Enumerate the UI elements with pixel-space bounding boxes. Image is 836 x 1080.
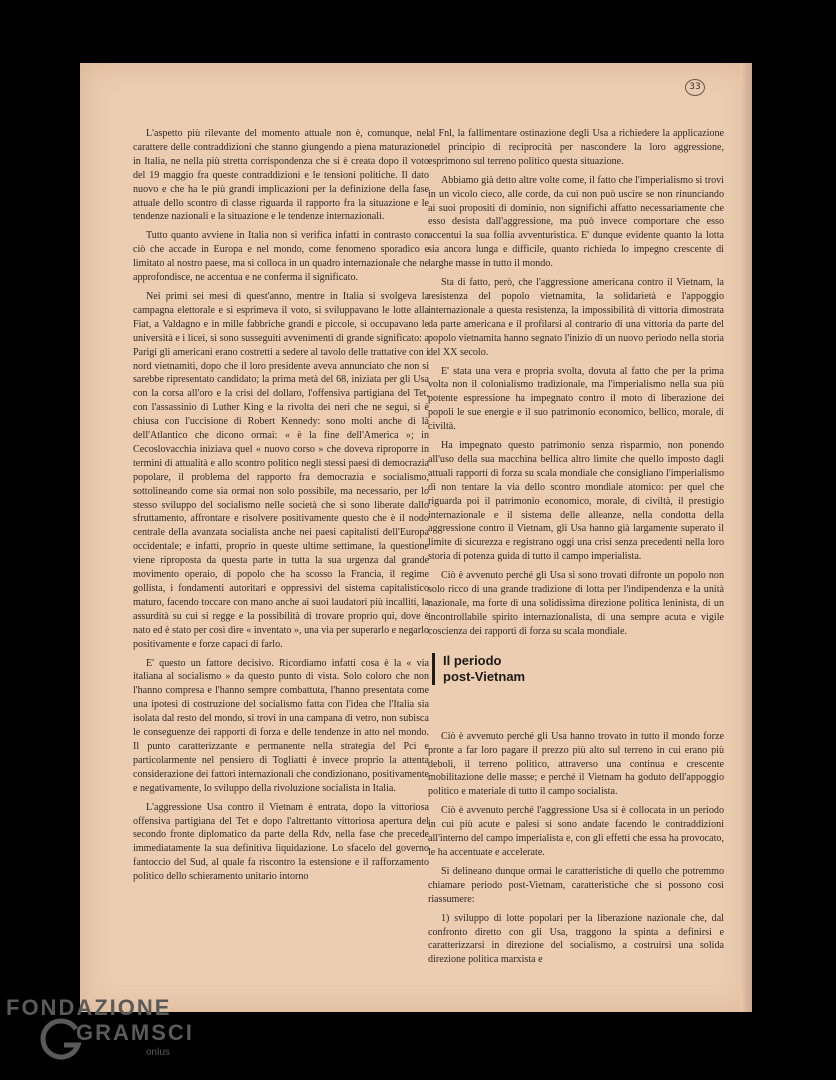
paragraph: 1) sviluppo di lotte popolari per la liberazione nazionale che, dal confronto diretto con gli Usa, traggono la spinta a definirsi e caratterizzarsi in direzione del socialismo, a costruirsi una solida direzione politica marxista e [428,912,724,966]
paragraph: Ciò è avvenuto perché gli Usa si sono trovati difronte un popolo non solo ricco di una grande tradizione di lotta per l'indipendenza e la unità nazionale, ma forte di una solidissima direzione politica leninista, di un incontrollabile spirito internazionalista, di una sempre acuta e vigile coscienza dei rapporti di forza su scala mondiale. [428,570,724,637]
paragraph: Sta di fatto, però, che l'aggressione americana contro il Vietnam, la resistenza del popolo vietnamita, la solidarietà e l'appoggio internazionale a questa resistenza, la impossibilità di vittoria dimostrata da parte americana e il profilarsi al contrario di una vittoria da parte del popolo vietnamita hanno segnato l'inizio di un nuovo periodo nella storia del XX secolo. [428,277,724,358]
watermark-line2: GRAMSCI [76,1020,194,1045]
paragraph: Ciò è avvenuto perché l'aggressione Usa si è collocata in un periodo in cui più acute e palesi si sono andate facendo le contraddizioni all'interno del campo imperialista e, con gli effetti che essa ha provocato, le ha accentuate e accelerate. [428,805,724,858]
section-heading-line1: Il periodo [443,652,502,668]
page-spine-shadow [740,63,752,1012]
document-page [80,63,752,1012]
watermark-line1: FONDAZIONE [6,995,172,1020]
paragraph: Abbiamo già detto altre volte come, il fatto che l'imperialismo si trovi in un vicolo cieco, alle corde, da cui non può uscire se non rinunciando ai suoi propositi di dominio, non significhi affatto necessariamente che esso desista dall'aggressione, ma può invece comportare che esso accentui la sua follia avventuristica. E' dunque evidente quanto la lotta sia ancora lunga e difficile, quanto richieda lo impegno crescente di larghe masse in tutto il mondo. [428,174,724,270]
page-number: 33 [685,79,705,96]
paragraph: Ha impegnato questo patrimonio senza risparmio, non ponendo all'uso della sua macchina bellica altro limite che quello imposto dagli attuali rapporti di forza su scala mondiale che consigliano l'imperialismo di non tentare la via dello scontro mondiale atomico: per quel che riguarda poi il patrimonio economico, morale, di civiltà, il prestigio internazionale e il sistema delle alleanze, nella condotta della aggressione contro il Vietnam, gli Usa hanno già largamente superato il limite di sicurezza e registrano oggi una crisi senza precedenti nella loro storia di potenza guida di tutto il campo imperialista. [428,440,724,563]
paragraph: E' questo un fattore decisivo. Ricordiamo infatti cosa è la « via italiana al socialismo » da questo punto di vista. Solo coloro che non l'hanno compresa e l'hanno sempre combattuta, l'hanno presentata come una ipotesi di costruzione del socialismo fatta con l'idea che l'Italia sia isolata dal resto del mondo, si trovi in una campana di vetro, non subisca le conseguenze dei rapporti di forza e delle tendenze in atto nel mondo. Il punto caratterizzante e permanente nella strategia del Pci e particolarmente nel pensiero di Togliatti è invece proprio la attenta considerazione dei fattori internazionali che condizionano, positivamente e negativamente, lo sviluppo della rivoluzione socialista in Italia. [133,657,429,794]
fondazione-gramsci-watermark [6,995,216,1075]
paragraph: Nei primi sei mesi di quest'anno, mentre in Italia si svolgeva la campagna elettorale e si esprimeva il voto, si sviluppavano le lotte alla Fiat, a Valdagno e in mille fabbriche grandi e piccole, si occupavano le università e i licei, si sono susseguiti avvenimenti di grande significato: a Parigi gli americani erano costretti a sedere al tavolo delle trattative con i nord vietnamiti, dopo che il loro presidente aveva annunciato che non si sarebbe ripresentato candidato; la prima metà del 68, iniziata per gli Usa con la corsa all'oro e la crisi del dollaro, l'offensiva partigiana del Tet, con l'assassinio di Luther King e la rivolta dei neri che ne seguì, si è chiusa con l'uccisione di Robert Kennedy: sono molti anche di là dell'Atlantico che dicono ormai: « è la fine dell'America »; in Cecoslovacchia iniziava quel « nuovo corso » che doveva riproporre in termini di attualità e allo scontro politico negli stessi paesi di democrazia popolare, il problema del rapporto fra democrazia e socialismo, sottolineando come sia ormai non solo possibile, ma necessario, per lo stesso sviluppo del socialismo nelle società che si sono liberate dallo sfruttamento, affrontare e risolvere positivamente questo che è il nodo centrale della avanzata socialista anche nei paesi capitalisti dell'Europa occidentale; e infatti, proprio in queste ultime settimane, la questione viene riproposta da questa parte in tutta la sua urgenza dal grande movimento operaio, di popolo che ha scosso la Francia, il regime gollista, i fondamenti autoritari e oppressivi del sistema capitalistico maturo, facendo toccare con mano anche ai suoi laudatori più incalliti, la assurdità su cui si regge e la possibilità di trovare proprio qui, dove è nato ed è stato per così dire « inventato », una via per superarlo e negarlo positivamente e forze capaci di farlo. [133,290,429,650]
section-heading-line2: post-Vietnam [443,668,526,684]
paragraph: Ciò è avvenuto perché gli Usa hanno trovato in tutto il mondo forze pronte a far loro pagare il prezzo più alto sul terreno in cui erano più deboli, il terreno politico, attraverso una continua e crescente mobilitazione delle masse; e perché il Vietnam ha goduto dell'appoggio politico e materiale di tutto il campo socialista. [428,730,724,798]
watermark-line3: onlus [146,1047,170,1058]
left-column [133,127,429,889]
paragraph: E' stata una vera e propria svolta, dovuta al fatto che per la prima volta non il colonialismo tradizionale, ma l'imperialismo nella sua più potente espressione ha impegnato contro il moto di liberazione dei popoli le sue energie e il suo patrimonio economico, bellico, morale, di civiltà. [428,365,724,433]
paragraph: Tutto quanto avviene in Italia non si verifica infatti in contrasto con ciò che accade in Europa e nel mondo, come fenomeno sporadico e limitato al nostro paese, ma si colloca in un quadro internazionale che ne approfondisce, ne accentua e ne conferma il significato. [133,230,429,284]
paragraph: L'aggressione Usa contro il Vietnam è entrata, dopo la vittoriosa offensiva partigiana del Tet e dopo l'altrettanto vittoriosa apertura del secondo fronte diplomatico da parte della Rdv, nella fase che precede immediatamente la sua definitiva liquidazione. Lo sfacelo del governo fantoccio del Sud, al quale fa riscontro la estensione e il rafforzamento politico dello schieramento unitario intorno [133,801,429,883]
paragraph: Si delineano dunque ormai le caratteristiche di quello che potremmo chiamare periodo post-Vietnam, caratteristiche che si possono così riassumere: [428,865,724,905]
section-heading [432,653,724,685]
right-column [428,127,724,972]
paragraph: L'aspetto più rilevante del momento attuale non è, comunque, nel carattere delle contraddizioni che stanno giungendo a piena maturazione in Italia, ne nella più stretta corrispondenza che si è creata dopo il voto del 19 maggio fra queste contraddizioni e le tensioni politiche. Il dato nuovo e che ha le più grandi implicazioni per la definizione della fase attuale dello scontro di classe riguarda il rapporto fra la situazione e le tendenze nazionali e la situazione e le tendenze internazionali. [133,128,429,223]
paragraph: al Fnl, la fallimentare ostinazione degli Usa a richiedere la applicazione del principio di reciprocità per nascondere la loro aggressione, esprimono sul terreno politico questa situazione. [428,128,724,167]
